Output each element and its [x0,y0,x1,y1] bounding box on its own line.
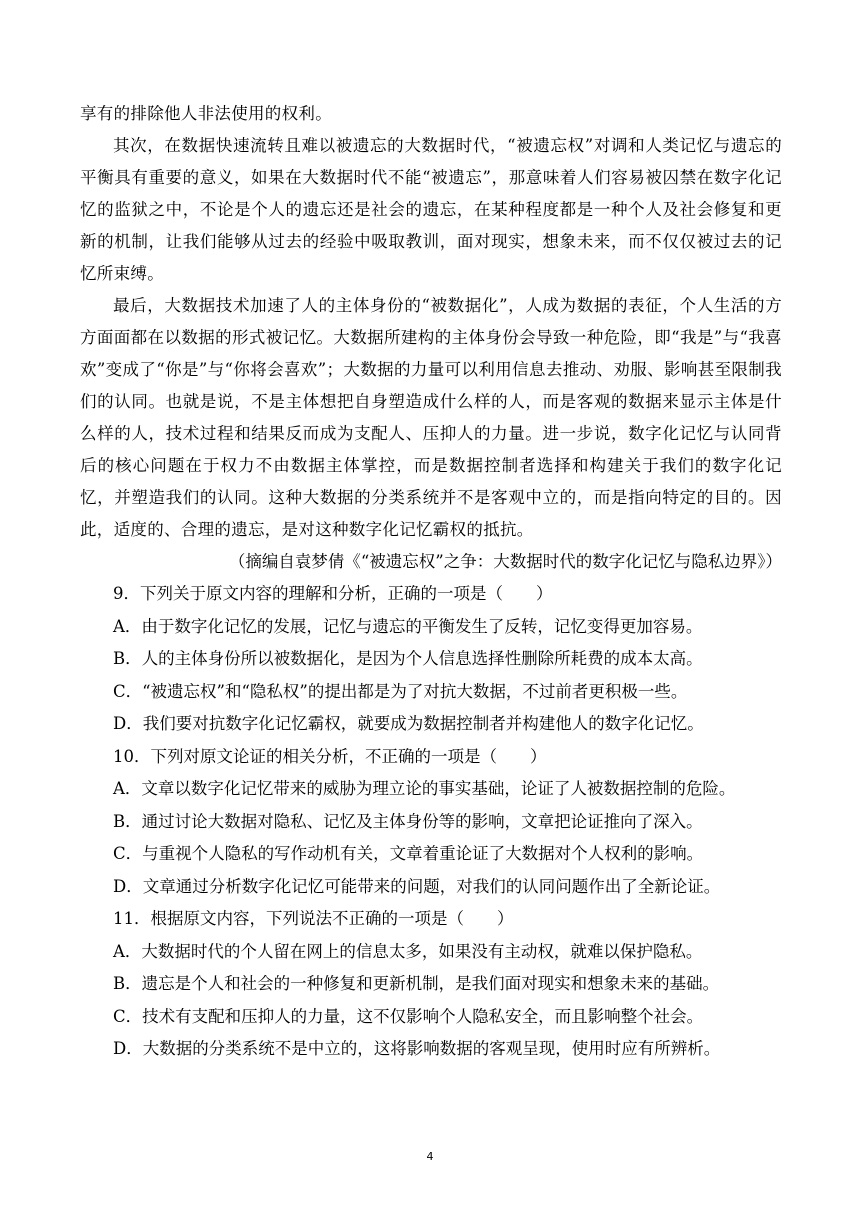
question-stem: 9．下列关于原文内容的理解和分析，正确的一项是（ ） [113,584,553,603]
option-b: B．人的主体身份所以被数据化，是因为个人信息选择性删除所耗费的成本太高。 [113,649,703,668]
option-c: C．“被遗忘权”和“隐私权”的提出都是为了对抗大数据，不过前者更积极一些。 [113,681,688,701]
document-page [80,98,782,1066]
question-9 [80,578,782,741]
option-a: A．由于数字化记忆的发展，记忆与遗忘的平衡发生了反转，记忆变得更加容易。 [113,616,703,636]
option-b: B．通过讨论大数据对隐私、记忆及主体身份等的影响，文章把论证推向了深入。 [113,811,703,831]
paragraph-secondly: 其次，在数据快速流转且难以被遗忘的大数据时代，“被遗忘权”对调和人类记忆与遗忘的平衡具有重要的意义，如果在大数据时代不能“被遗忘”，那意味着人们容易被囚禁在数字化记忆的监狱之中，不论是个人的遗忘还是社会的遗忘，在某种程度都是一种个人及社会修复和更新的机制，让我们能够从过去的经验中吸取教训，面对现实，想象未来，而不仅仅被过去的记忆所束缚。 [80,136,782,283]
paragraph-finally: 最后，大数据技术加速了人的主体身份的“被数据化”，人成为数据的表征，个人生活的方方面面都在以数据的形式被记忆。大数据所建构的主体身份会导致一种危险，即“我是”与“我喜欢”变成了“你是”与“你将会喜欢”；大数据的力量可以利用信息去推动、劝服、影响甚至限制我们的认同。也就是说，不是主体想把自身塑造成什么样的人，而是客观的数据来显示主体是什么样的人，技术过程和结果反而成为支配人、压抑人的力量。进一步说，数字化记忆与认同背后的核心问题在于权力不由数据主体掌控，而是数据控制者选择和构建关于我们的数字化记忆，并塑造我们的认同。这种大数据的分类系统并不是客观中立的，而是指向特定的目的。因此，适度的、合理的遗忘，是对这种数字化记忆霸权的抵抗。 [80,296,782,539]
question-11 [80,903,782,1066]
question-stem: 10．下列对原文论证的相关分析，不正确的一项是（ ） [113,746,547,766]
option-c: C．与重视个人隐私的写作动机有关，文章着重论证了大数据对个人权利的影响。 [113,844,704,863]
option-a: A．文章以数字化记忆带来的威胁为理立论的事实基础，论证了人被数据控制的危险。 [113,779,736,798]
question-10 [80,741,782,904]
question-stem: 11．根据原文内容，下列说法不正确的一项是（ ） [113,909,514,928]
source-citation: （摘编自袁梦倩《“被遗忘权”之争：大数据时代的数字化记忆与隐私边界》） [228,552,782,571]
option-c: C．技术有支配和压抑人的力量，这不仅影响个人隐私安全，而且影响整个社会。 [113,1006,704,1026]
option-d: D．大数据的分类系统不是中立的，这将影响数据的客观呈现，使用时应有所辨析。 [113,1039,721,1058]
paragraph-continuation: 享有的排除他人非法使用的权利。 [80,104,332,123]
option-d: D．文章通过分析数字化记忆可能带来的问题，对我们的认同问题作出了全新论证。 [113,876,721,896]
option-a: A．大数据时代的个人留在网上的信息太多，如果没有主动权，就难以保护隐私。 [113,941,703,961]
option-d: D．我们要对抗数字化记忆霸权，就要成为数据控制者并构建他人的数字化记忆。 [113,714,704,733]
page-number: 4 [426,1150,434,1163]
option-b: B．遗忘是个人和社会的一种修复和更新机制，是我们面对现实和想象未来的基础。 [113,974,720,993]
